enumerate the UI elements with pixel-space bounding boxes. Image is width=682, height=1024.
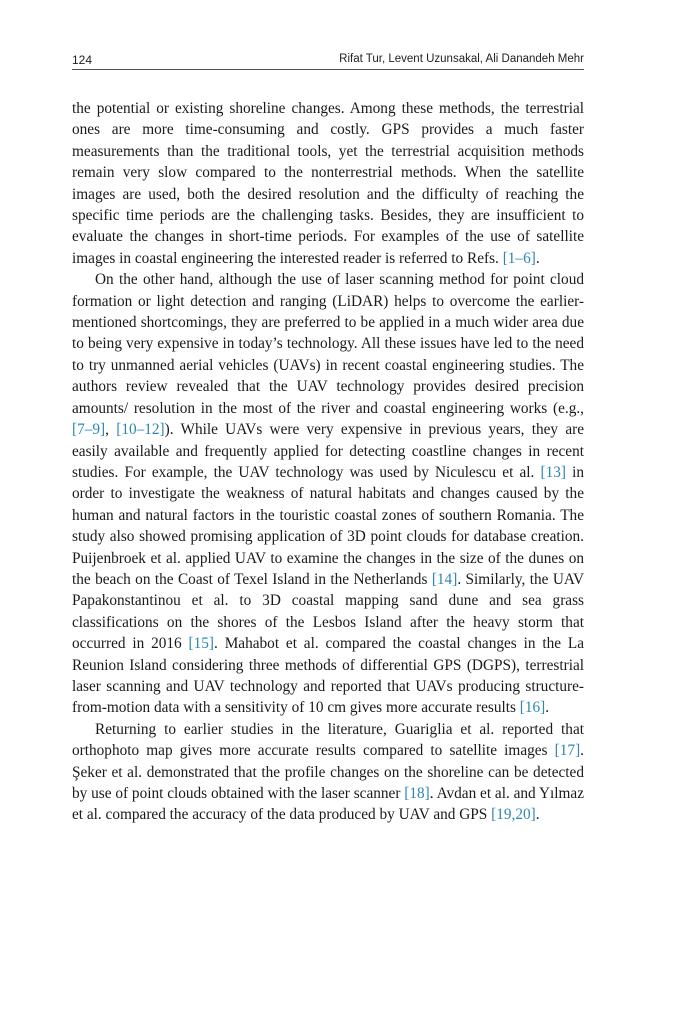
citation-link[interactable]: [16]: [519, 699, 546, 717]
paragraph-text: ). While UAVs were very expensive in previous years, they are easily available and frequently applied for detecting coastline changes in recent studies. For example, the UAV technology was used by Niculescu et al.: [72, 421, 584, 481]
citation-link[interactable]: [18]: [404, 785, 430, 802]
citation-link[interactable]: [15]: [188, 635, 215, 653]
paragraph-text: ,: [105, 421, 117, 439]
paragraph: [72, 719, 584, 826]
paragraph-text: . Şeker et al. demonstrated that the profile changes on the shoreline can be detected by use of point clouds obtained with the laser scanner: [72, 742, 584, 802]
citation-link[interactable]: [19,20]: [491, 806, 536, 824]
paragraph-text: On the other hand, although the use of laser scanning method for point cloud formation or light detection and ranging (LiDAR) helps to overcome the earlier-mentioned shortcomings, they are preferred to be applied in a much wider area due to being very expensive in today’s technology. All these issues have led to the need to try unmanned aerial vehicles (UAVs) in recent coastal engineering studies. The authors review revealed that the UAV technology provides desired precision amounts/ resolution in the most of the river and coastal engineering works (e.g.,: [72, 271, 584, 417]
running-head-authors: Rifat Tur, Levent Uzunsakal, Ali Danandeh Mehr: [339, 53, 584, 65]
citation-link[interactable]: [14]: [431, 570, 458, 588]
paragraph-text: .: [545, 699, 550, 717]
citation-link[interactable]: [7–9]: [72, 421, 106, 439]
paragraph-text: .: [535, 249, 540, 267]
paragraph: [72, 269, 584, 719]
citation-link[interactable]: [17]: [554, 742, 581, 760]
header-rule: [72, 69, 584, 70]
running-head: [72, 50, 584, 68]
citation-link[interactable]: [10–12]: [116, 421, 165, 439]
citation-link[interactable]: [1–6]: [502, 249, 536, 267]
citation-link[interactable]: [13]: [540, 463, 566, 481]
paragraph-text: .: [535, 806, 540, 824]
paragraph-text: . Mahabot et al. compared the coastal changes in the La Reunion Island considering three methods of differential GPS (DGPS), terrestrial laser scanning and UAV technology and reported that UAVs producing structure-from-motion data with a sensitivity of 10 cm gives more accurate results: [72, 635, 585, 717]
paragraph-text: Returning to earlier studies in the literature, Guariglia et al. reported that orthophoto map gives more accurate results compared to satellite images: [72, 720, 584, 760]
body-text: [72, 98, 584, 826]
paragraph-text: . Similarly, the UAV Papakonstantinou et al. to 3D coastal mapping sand dune and sea grass classifications on the shores of the Lesbos Island after the heavy storm that occurred in 2016: [72, 570, 584, 653]
page-number: 124: [72, 53, 93, 67]
paragraph-text: . Avdan et al. and Yılmaz et al. compared the accuracy of the data produced by UAV and GPS: [72, 785, 584, 824]
paragraph-text: in order to investigate the weakness of natural habitats and changes caused by the human and natural factors in the touristic coastal zones of southern Romania. The study also showed promising application of 3D point clouds for database creation. Puijenbroek et al. applied UAV to examine the changes in the size of the dunes on the beach on the Coast of Texel Island in the Netherlands: [72, 463, 584, 588]
paragraph: [72, 98, 584, 269]
paragraph-text: the potential or existing shoreline changes. Among these methods, the terrestrial ones are more time-consuming and costly. GPS provides a much faster measurements than the traditional tools, yet the terrestrial acquisition methods remain very slow compared to the nonterrestrial methods. When the satellite images are used, both the desired resolution and the difficulty of reaching the specific time periods are the challenging tasks. Besides, they are insufficient to evaluate the changes in short-time periods. For examples of the use of satellite images in coastal engineering the interested reader is referred to Refs.: [72, 100, 584, 267]
